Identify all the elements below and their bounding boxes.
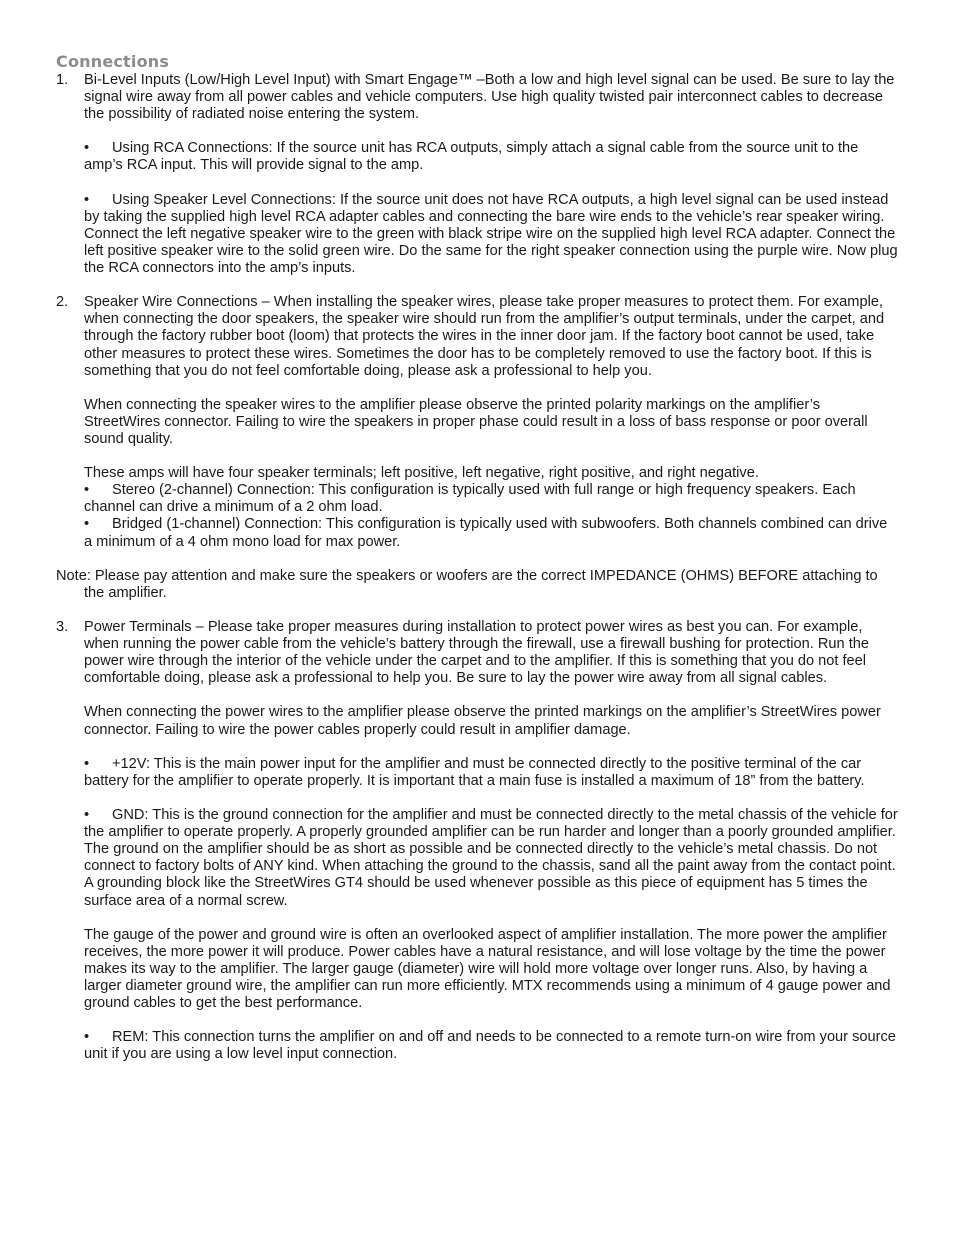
bullet-icon: • xyxy=(84,516,90,533)
bullet-icon: • xyxy=(84,140,90,157)
rem-bullet xyxy=(84,1029,898,1063)
power-terminals-text: Power Terminals – Please take proper measures during installation to protect power wires as best you can. For example, when running the power cable from the vehicle’s battery through the firewall, use a firewall bushing for protection. Run the power wire through the interior of the vehicle under the carpet and to the amplifier. If this is something that you do not feel comfortable doing, please ask a professional to help you. Be sure to lay the power wire away from all signal cables. xyxy=(84,619,869,687)
bridged-bullet xyxy=(84,516,898,550)
speaker-level-bullet xyxy=(84,192,898,277)
terminals-text: These amps will have four speaker terminals; left positive, left negative, right positive, and right negative. xyxy=(84,465,759,482)
gnd-bullet xyxy=(84,807,898,910)
item-number: 1. xyxy=(56,72,69,88)
plus12v-bullet xyxy=(84,756,898,790)
list-item-2 xyxy=(56,294,898,550)
section-heading: Connections xyxy=(56,52,170,71)
bullet-icon: • xyxy=(84,755,90,772)
bullet-icon: • xyxy=(84,1029,90,1046)
bridged-text: Bridged (1-channel) Connection: This configuration is typically used with subwoofers. Both channels combined can drive a minimum of a 4 ohm mono load for max power. xyxy=(84,516,888,550)
gnd-text: GND: This is the ground connection for the amplifier and must be connected directly to the metal chassis of the vehicle for the amplifier to operate properly. A properly grounded amplifier can be run harder and longer than a poorly grounded amplifier. The ground on the amplifier should be as short as possible and be connected directly to the vehicle’s metal chassis. Do not connect to factory bolts of ANY kind. When attaching the ground to the chassis, sand all the paint away from the contact point. A grounding block like the StreetWires GT4 should be used whenever possible as this piece of equipment has 5 times the surface area of a normal screw. xyxy=(84,807,898,909)
wire-gauge-text: The gauge of the power and ground wire is often an overlooked aspect of amplifier installation. The more power the amplifier receives, the more power it will produce. Power cables have a natural resistance, and will lose voltage by the time the power makes its way to the amplifier. The larger gauge (diameter) wire will hold more voltage over longer runs. Also, by having a larger diameter ground wire, the amplifier can run more efficiently. MTX recommends using a minimum of 4 gauge power and ground cables to get the best performance. xyxy=(84,926,891,1012)
stereo-bullet xyxy=(84,482,898,516)
speaker-wire-text: Speaker Wire Connections – When installing the speaker wires, please take proper measures to protect them. For example, when connecting the door speakers, the speaker wire should run from the amplifier’s output terminals, under the carpet, and through the factory rubber boot (loom) that protects the wires in the inner door jam. If the factory boot cannot be used, take other measures to protect these wires. Sometimes the door has to be completely removed to use the factory boot. If this is something that you do not feel comfortable doing, please ask a professional to help you. xyxy=(84,294,885,379)
impedance-note: Note: Please pay attention and make sure the speakers or woofers are the correct IMPEDANCE (OHMS) BEFORE attaching to the amplifier. xyxy=(56,567,878,601)
plus12v-text: +12V: This is the main power input for the amplifier and must be connected directly to the positive terminal of the car battery for the amplifier to operate properly. It is important that a main fuse is installed a maximum of 18” from the battery. xyxy=(84,755,865,789)
document-page xyxy=(56,52,898,1063)
bullet-icon: • xyxy=(84,191,90,208)
power-markings-text: When connecting the power wires to the amplifier please observe the printed markings on the amplifier’s StreetWires power connector. Failing to wire the power cables properly could result in amplifier damage. xyxy=(84,704,881,738)
item-number: 3. xyxy=(56,619,69,635)
stereo-text: Stereo (2-channel) Connection: This configuration is typically used with full range or high frequency speakers. Each channel can drive a minimum of a 2 ohm load. xyxy=(84,482,856,516)
bullet-icon: • xyxy=(84,482,90,499)
polarity-text: When connecting the speaker wires to the amplifier please observe the printed polarity markings on the amplifier’s StreetWires connector. Failing to wire the speakers in proper phase could result in a loss of bass response or poor overall sound quality. xyxy=(84,396,868,447)
rem-text: REM: This connection turns the amplifier on and off and needs to be connected to a remote turn-on wire from your source unit if you are using a low level input connection. xyxy=(84,1029,896,1063)
bi-level-inputs-text: Bi-Level Inputs (Low/High Level Input) with Smart Engage™ –Both a low and high level signal can be used. Be sure to lay the signal wire away from all power cables and vehicle computers. Use high quality twisted pair interconnect cables to decrease the possibility of radiated noise entering the system. xyxy=(84,72,895,123)
item-number: 2. xyxy=(56,294,69,311)
list-item-1 xyxy=(56,72,898,277)
list-item-3 xyxy=(56,619,898,1063)
rca-connections-bullet xyxy=(84,140,898,174)
speaker-level-text: Using Speaker Level Connections: If the source unit does not have RCA outputs, a high level signal can be used instead by taking the supplied high level RCA adapter cables and connecting the bare wire ends to the vehicle’s rear speaker wiring. Connect the left negative speaker wire to the green with black stripe wire on the supplied high level RCA adapter. Connect the left positive speaker wire to the solid green wire. Do the same for the right speaker connection using the purple wire. Now plug the RCA connectors into the amp’s inputs. xyxy=(84,191,898,277)
bullet-icon: • xyxy=(84,807,90,824)
rca-connections-text: Using RCA Connections: If the source unit has RCA outputs, simply attach a signal cable from the source unit to the amp’s RCA input. This will provide signal to the amp. xyxy=(84,140,859,174)
